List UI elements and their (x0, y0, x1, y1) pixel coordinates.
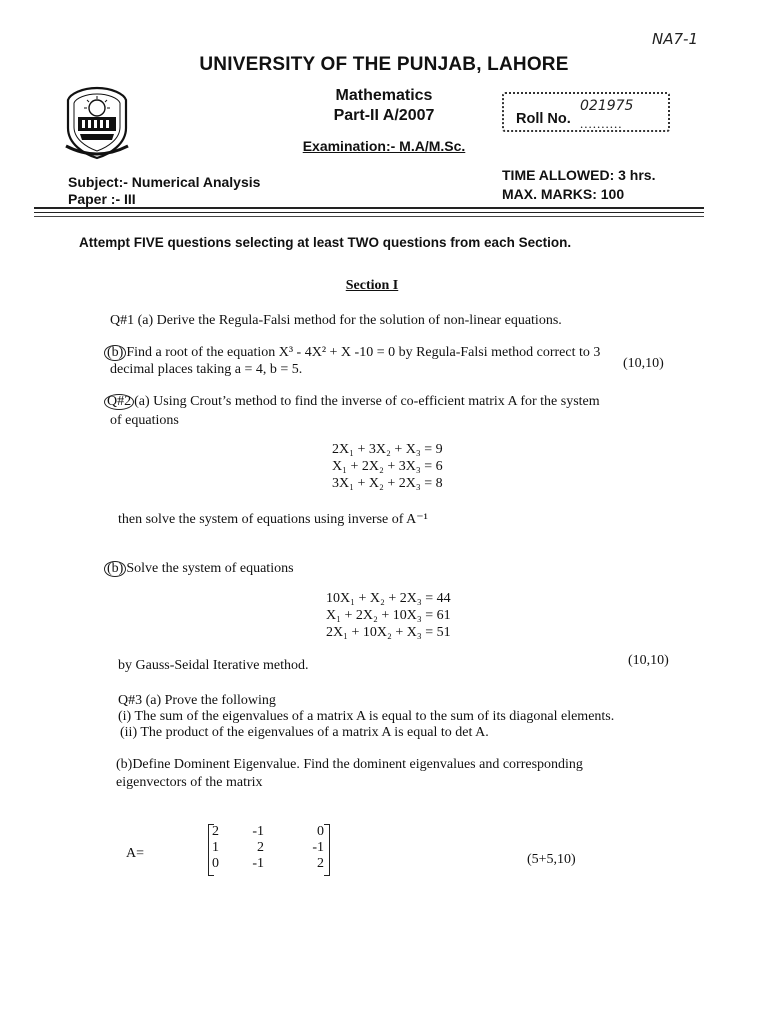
paper-line: Paper :- III (68, 191, 136, 207)
equation: 2X₁ + 10X₂ + X₃ = 51 (326, 625, 451, 640)
matrix-right-bracket (324, 824, 330, 876)
matrix-cell: 0 (212, 856, 219, 871)
matrix-cell: -1 (252, 824, 264, 839)
header-divider (34, 212, 704, 213)
corner-mark: NA7-1 (652, 30, 698, 48)
q2-a-equations (332, 441, 443, 492)
equation: X₁ + 2X₂ + 3X₃ = 6 (332, 459, 443, 474)
q2-label: Q#2 (104, 394, 134, 410)
subject-header: Mathematics (335, 87, 433, 104)
q2-b-equations (326, 590, 451, 641)
q3-part-b: (b)Define Dominent Eigenvalue. Find the dominent eigenvalues and corresponding (116, 757, 583, 772)
roll-dotted-line: .......... (580, 116, 623, 131)
instructions: Attempt FIVE questions selecting at least TWO questions from each Section. (79, 235, 572, 250)
header-divider (34, 207, 704, 209)
q1-part-a: Q#1 (a) Derive the Regula-Falsi method for the solution of non-linear equations. (110, 313, 562, 328)
q2-a-text: (a) Using Crout’s method to find the inverse of co-efficient matrix A for the system (134, 394, 600, 409)
equation: 2X₁ + 3X₂ + X₃ = 9 (332, 442, 443, 457)
q1-b-line2: decimal places taking a = 4, b = 5. (110, 362, 303, 377)
matrix-cell: 0 (317, 824, 324, 839)
equation: X₁ + 2X₂ + 10X₃ = 61 (326, 608, 451, 623)
matrix-a (212, 824, 324, 874)
university-title: UNIVERSITY OF THE PUNJAB, LAHORE (199, 54, 569, 75)
matrix-table (212, 824, 324, 872)
matrix-row (212, 856, 324, 872)
q2-b-after: by Gauss-Seidal Iterative method. (118, 658, 309, 673)
q2-b-label: (b) (104, 561, 126, 577)
q1-b-label: (b) (104, 345, 126, 361)
matrix-row (212, 840, 324, 856)
q2-a-line2: of equations (110, 413, 179, 428)
section-title: Section I (345, 278, 399, 293)
subject-line: Subject:- Numerical Analysis (68, 174, 261, 190)
matrix-label: A= (126, 846, 145, 861)
matrix-cell: -1 (312, 840, 324, 855)
q2-part-a (104, 394, 600, 410)
q2-marks: (10,10) (628, 653, 669, 668)
q2-a-after: then solve the system of equations using inverse of A⁻¹ (118, 512, 428, 527)
q3-item-i: (i) The sum of the eigenvalues of a matrix A is equal to the sum of its diagonal elements. (118, 709, 615, 724)
q3-part-a: Q#3 (a) Prove the following (118, 693, 276, 708)
equation: 10X₁ + X₂ + 2X₃ = 44 (326, 591, 451, 606)
matrix-cell: 2 (257, 840, 264, 855)
part-year: Part-II A/2007 (333, 107, 435, 124)
q2-part-b (104, 561, 294, 577)
q3-b-line2: eigenvectors of the matrix (116, 775, 263, 790)
q3-marks: (5+5,10) (527, 852, 576, 867)
matrix-row (212, 824, 324, 840)
q1-b-text: Find a root of the equation X³ - 4X² + X -10 = 0 by Regula-Falsi method correct to 3 (126, 345, 601, 360)
max-marks: MAX. MARKS: 100 (502, 186, 625, 202)
q3-item-ii: (ii) The product of the eigenvalues of a matrix A is equal to det A. (120, 725, 489, 740)
matrix-cell: -1 (252, 856, 264, 871)
matrix-cell: 2 (317, 856, 324, 871)
equation: 3X₁ + X₂ + 2X₃ = 8 (332, 476, 443, 491)
roll-number-box (502, 92, 670, 132)
examination-line: Examination:- M.A/M.Sc. (302, 138, 466, 154)
matrix-cell: 1 (212, 840, 219, 855)
q2-b-text: Solve the system of equations (126, 561, 294, 576)
q1-marks: (10,10) (623, 356, 664, 371)
q1-part-b (104, 345, 600, 361)
header-divider (34, 216, 704, 217)
matrix-cell: 2 (212, 824, 219, 839)
roll-number-value: 021975 (580, 98, 634, 114)
time-allowed: TIME ALLOWED: 3 hrs. (502, 167, 656, 183)
roll-number-label: Roll No. (516, 111, 571, 127)
